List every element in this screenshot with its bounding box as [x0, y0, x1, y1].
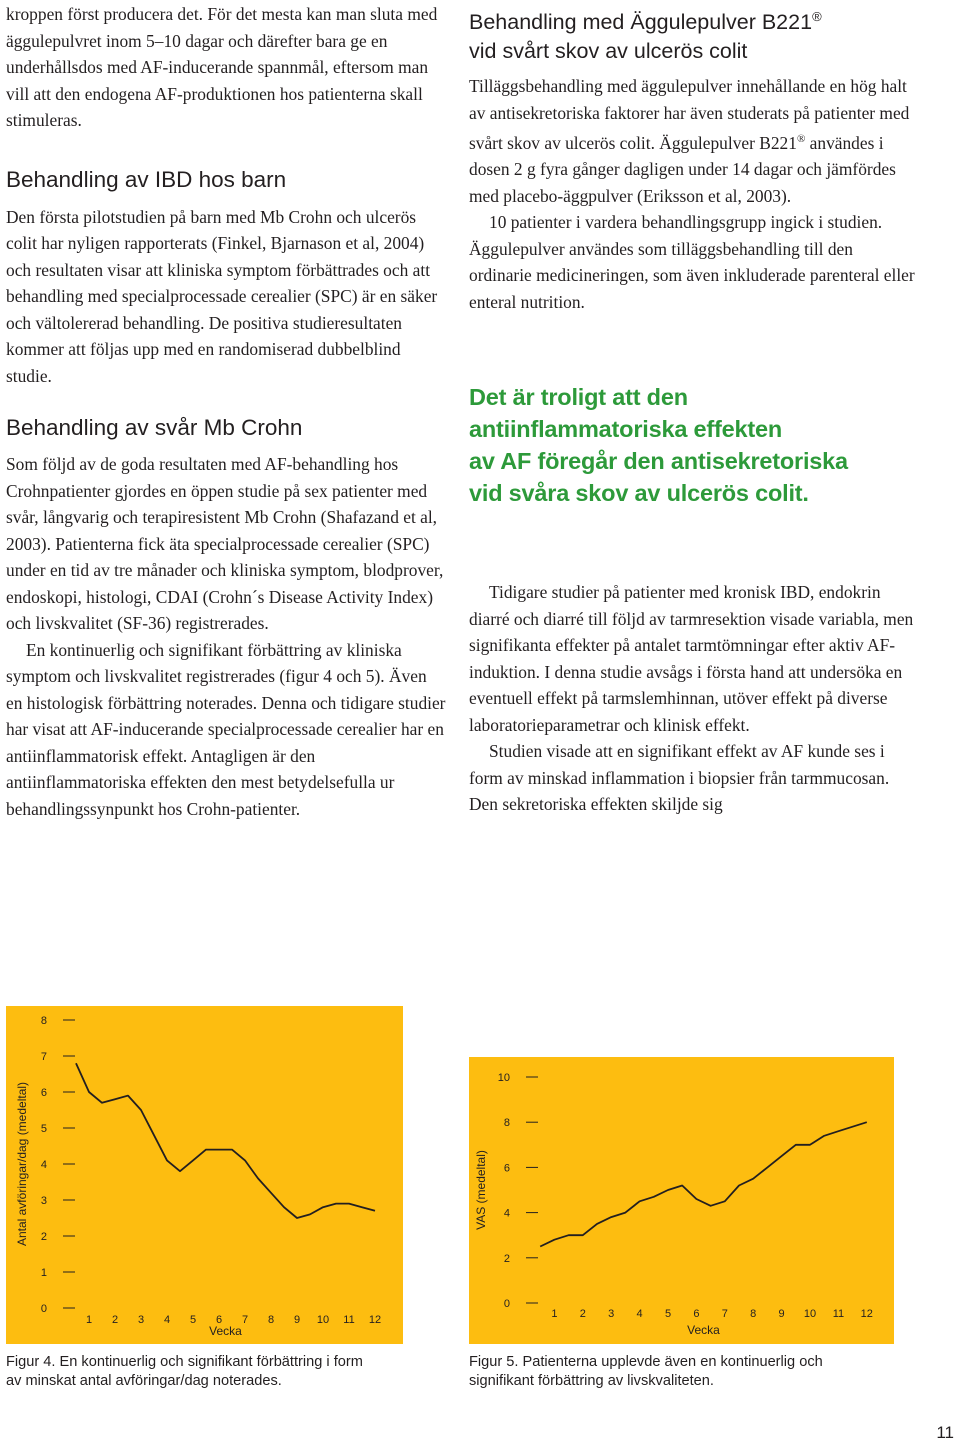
figure4-svg [6, 1006, 403, 1344]
fig5-x-tick-label: 3 [608, 1308, 615, 1320]
heading-line1: Behandling med Äggulepulver B221 [469, 10, 813, 35]
fig5-x-tick-label: 8 [750, 1308, 757, 1320]
pull-quote-line1: Det är troligt att den [469, 384, 688, 411]
fig4-y-tick-label: 2 [40, 1231, 47, 1243]
intro-paragraph: kroppen först producera det. För det mesta kan man sluta med äggulepulvret inom 5–10 dagar och därefter bara ge en underhållsdos med AF-inducerande spannmål, eftersom man vill att den endogena AF-produktionen hos patienterna skall stimuleras. [6, 4, 438, 130]
fig4-y-axis-label: Antal avföringar/dag (medeltal) [15, 1081, 29, 1247]
fig5-x-tick-label: 11 [832, 1308, 845, 1320]
heading-ibd-children: Behandling av IBD hos barn [6, 166, 287, 192]
paragraph-egg-yolk-1 [469, 73, 919, 209]
paragraph-egg-yolk-1a: Tilläggsbehandling med äggulepulver innehållande en hög halt av antisekretoriska faktorer har även studerats på patienter med svårt skov av ulcerös colit. Äggulepulver B221 [469, 76, 910, 153]
figure5-caption-line2: signifikant förbättring av livskvaliteten. [469, 1373, 714, 1389]
figure5-chart [469, 1057, 894, 1344]
fig5-x-tick-label: 5 [664, 1308, 672, 1320]
fig4-y-tick-label: 4 [40, 1159, 47, 1171]
paragraph-severe-crohn-1: Som följd av de goda resultaten med AF-behandling hos Crohnpatienter gjordes en öppen studie på sex patienter med svår, långvarig och terapiresistent Mb Crohn (Shafazand et al, 2003). Patienterna fick äta specialprocessade cerealier (SPC) under en tid av tre månader och kliniska symptom, blodprover, endoskopi, histologi, CDAI (Crohn´s Disease Activity Index) och livskvalitet (SF-36) registrerades. [6, 454, 444, 633]
registered-mark: ® [812, 9, 822, 24]
fig4-y-tick-label: 6 [40, 1087, 47, 1099]
fig4-x-tick-label: 9 [293, 1314, 301, 1326]
paragraph-egg-yolk-2: 10 patienter i vardera behandlingsgrupp ingick i studien. Äggulepulver användes som tilläggsbehandling till den ordinarie medicineringen, som även inkluderade parenteral eller enteral nutrition. [469, 212, 915, 312]
heading-egg-yolk-powder [469, 2, 919, 66]
fig4-x-tick-label: 11 [343, 1314, 355, 1326]
fig5-x-tick-label: 7 [721, 1308, 728, 1320]
fig4-y-tick-label: 1 [40, 1267, 47, 1279]
fig4-x-tick-label: 5 [189, 1314, 197, 1326]
figure4-chart [6, 1006, 403, 1344]
fig4-x-tick-label: 10 [316, 1314, 330, 1326]
pull-quote-line4: vid svåra skov av ulcerös colit. [469, 480, 809, 507]
figure4-caption-line2: av minskat antal avföringar/dag noterades. [6, 1373, 282, 1389]
fig5-y-tick-label: 6 [503, 1162, 510, 1175]
fig5-y-tick-label: 2 [503, 1252, 510, 1265]
paragraph-egg-yolk-1b: användes i dosen 2 g fyra gånger dagligen under 14 dagar och jämfördes med placebo-äggpulver (Eriksson et al, 2003). [469, 132, 896, 206]
heading-severe-crohn: Behandling av svår Mb Crohn [6, 415, 303, 440]
fig4-x-tick-label: 12 [368, 1314, 382, 1326]
fig5-x-tick-label: 4 [636, 1308, 643, 1320]
fig5-y-axis-label: VAS (medeltal) [474, 1150, 488, 1230]
fig4-x-tick-label: 7 [241, 1314, 249, 1326]
pull-quote-line3: av AF föregår den antisekretoriska [469, 448, 848, 475]
fig4-x-tick-label: 4 [163, 1314, 171, 1326]
heading-line2: vid svårt skov av ulcerös colit [469, 39, 748, 64]
paragraph-earlier-studies: Tidigare studier på patienter med kronisk IBD, endokrin diarré och diarré till följd av tarmresektion visade variabla, men signifikanta effekter på antalet tarmtömningar efter aktiv AF-induktion. I denna studie avsågs i första hand att undersöka en eventuell effekt på tarmslemhinnan, utöver effekt på diverse laboratorieparametrar och klinisk effekt. [469, 582, 914, 735]
fig5-y-tick-label: 10 [497, 1072, 510, 1084]
fig5-x-tick-label: 6 [693, 1308, 700, 1320]
paragraph-severe-crohn-2: En kontinuerlig och signifikant förbättring av kliniska symptom och livskvalitet registrerades (figur 4 och 5). Även en histologisk förbättring noterades. Denna och tidigare studier har visat att AF-inducerande specialprocessade cerealier har en antiinflammatorisk effekt. Antagligen är den antiinflammatoriska effekten den mest betydelsefulla ur behandlingssynpunkt hos Crohn-patienter. [6, 639, 446, 819]
fig5-y-tick-label: 0 [503, 1298, 510, 1310]
fig5-x-tick-label: 10 [803, 1308, 817, 1320]
fig4-y-tick-label: 3 [40, 1195, 47, 1207]
fig4-x-tick-label: 2 [111, 1314, 119, 1326]
fig4-y-tick-label: 0 [40, 1303, 47, 1315]
fig5-series-line [540, 1122, 867, 1246]
fig4-y-tick-label: 7 [40, 1051, 47, 1063]
fig4-x-tick-label: 8 [267, 1314, 275, 1326]
pull-quote [469, 381, 919, 509]
fig5-x-tick-label: 9 [778, 1308, 785, 1320]
figure5-svg [469, 1057, 894, 1344]
right-column [469, 0, 919, 818]
fig4-x-axis-label: Vecka [209, 1324, 242, 1338]
registered-mark-inline: ® [796, 133, 806, 146]
page-number: 11 [936, 1423, 954, 1442]
fig5-x-tick-label: 1 [551, 1308, 558, 1320]
figure5-caption [469, 1353, 823, 1391]
fig5-y-tick-label: 8 [503, 1117, 510, 1130]
fig4-x-tick-label: 3 [137, 1314, 145, 1326]
fig4-y-tick-label: 5 [40, 1123, 47, 1135]
fig4-x-tick-label: 1 [85, 1314, 93, 1326]
figure5-caption-line1: Figur 5. Patienterna upplevde även en kontinuerlig och [469, 1354, 823, 1370]
fig4-y-tick-label: 8 [40, 1015, 47, 1027]
left-column [6, 0, 446, 822]
fig4-series-line [76, 1063, 375, 1218]
fig4-x-tick-label: 6 [215, 1314, 223, 1326]
fig5-y-tick-label: 4 [503, 1207, 510, 1220]
figure4-caption [6, 1353, 363, 1391]
paragraph-ibd-children: Den första pilotstudien på barn med Mb Crohn och ulcerös colit har nyligen rapporterats (Finkel, Bjarnason et al, 2004) och resultaten visar att kliniska symptom förbättrades och att behandling med specialprocessade cerealier (SPC) är en säker och vältolererad behandling. De positiva studieresultaten kommer att följas upp med en randomiserad dubbelblind studie. [6, 206, 438, 386]
fig5-x-axis-label: Vecka [687, 1323, 720, 1337]
paragraph-study-result: Studien visade att en signifikant effekt av AF kunde ses i form av minskad inflammation i biopsier från tarmmucosan. Den sekretoriska effekten skiljde sig [469, 741, 890, 815]
fig5-x-tick-label: 12 [860, 1308, 873, 1320]
fig5-x-tick-label: 2 [579, 1308, 586, 1320]
figure4-caption-line1: Figur 4. En kontinuerlig och signifikant förbättring i form [6, 1354, 363, 1370]
pull-quote-line2: antiinflammatoriska effekten [469, 416, 783, 443]
